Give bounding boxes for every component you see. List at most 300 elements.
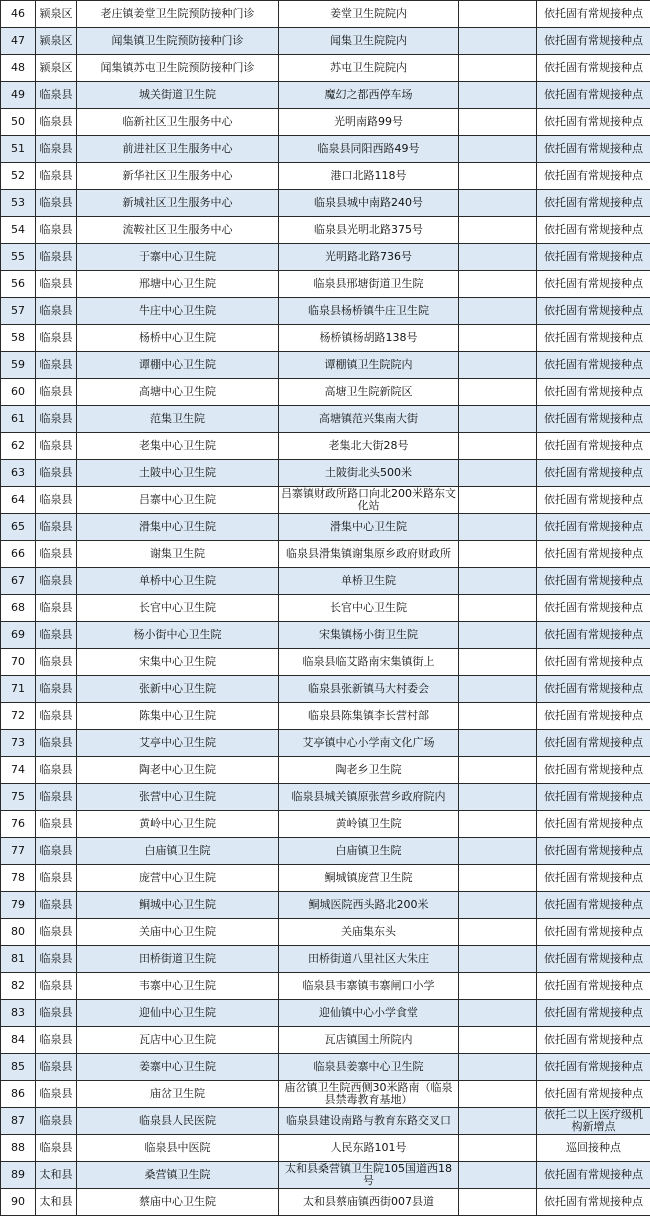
table-row [1,811,650,838]
district-cell: 临泉县 [36,1054,77,1081]
row-number-cell: 70 [1,649,36,676]
site-name-cell: 老庄镇姜堂卫生院预防接种门诊 [77,1,279,28]
district-cell: 临泉县 [36,892,77,919]
site-address-cell: 杨桥镇杨胡路138号 [279,325,459,352]
site-name-cell: 闻集镇苏屯卫生院预防接种门诊 [77,55,279,82]
blank-cell [459,649,537,676]
site-type-cell: 依托固有常规接种点 [537,460,650,487]
site-address-cell: 临泉县同阳西路49号 [279,136,459,163]
table-row [1,838,650,865]
site-name-cell: 临泉县中医院 [77,1135,279,1162]
site-address-cell: 迎仙镇中心小学食堂 [279,1000,459,1027]
district-cell: 临泉县 [36,1027,77,1054]
site-type-cell: 依托固有常规接种点 [537,676,650,703]
site-type-cell: 依托固有常规接种点 [537,973,650,1000]
table-row [1,271,650,298]
site-name-cell: 闻集镇卫生院预防接种门诊 [77,28,279,55]
blank-cell [459,325,537,352]
site-name-cell: 关庙中心卫生院 [77,919,279,946]
district-cell: 临泉县 [36,163,77,190]
row-number-cell: 77 [1,838,36,865]
row-number-cell: 59 [1,352,36,379]
blank-cell [459,55,537,82]
blank-cell [459,1027,537,1054]
site-address-cell: 人民东路101号 [279,1135,459,1162]
district-cell: 临泉县 [36,757,77,784]
table-row [1,541,650,568]
table-row [1,325,650,352]
site-address-cell: 临泉县张新镇马大村委会 [279,676,459,703]
table-row [1,190,650,217]
site-address-cell: 魔幻之都西停车场 [279,82,459,109]
table-row [1,1000,650,1027]
site-address-cell: 临泉县邢塘街道卫生院 [279,271,459,298]
district-cell: 颍泉区 [36,55,77,82]
blank-cell [459,703,537,730]
site-address-cell: 临泉县韦寨镇韦寨闸口小学 [279,973,459,1000]
district-cell: 颍泉区 [36,1,77,28]
table-row [1,784,650,811]
district-cell: 临泉县 [36,730,77,757]
site-name-cell: 前进社区卫生服务中心 [77,136,279,163]
table-row [1,676,650,703]
site-name-cell: 牛庄中心卫生院 [77,298,279,325]
table-row [1,1108,650,1135]
site-name-cell: 白庙镇卫生院 [77,838,279,865]
site-name-cell: 长官中心卫生院 [77,595,279,622]
site-address-cell: 临泉县杨桥镇牛庄卫生院 [279,298,459,325]
district-cell: 太和县 [36,1162,77,1189]
district-cell: 临泉县 [36,595,77,622]
site-type-cell: 依托固有常规接种点 [537,1081,650,1108]
district-cell: 临泉县 [36,244,77,271]
table-row [1,595,650,622]
site-type-cell: 依托固有常规接种点 [537,325,650,352]
site-name-cell: 庙岔卫生院 [77,1081,279,1108]
site-address-cell: 庙岔镇卫生院西侧30米路南（临泉县禁毒教育基地） [279,1081,459,1108]
blank-cell [459,919,537,946]
table-row [1,1189,650,1216]
district-cell: 太和县 [36,1189,77,1216]
site-name-cell: 张营中心卫生院 [77,784,279,811]
site-type-cell: 依托固有常规接种点 [537,811,650,838]
table-row [1,28,650,55]
district-cell: 临泉县 [36,82,77,109]
site-type-cell: 依托固有常规接种点 [537,55,650,82]
district-cell: 临泉县 [36,622,77,649]
site-name-cell: 谭棚中心卫生院 [77,352,279,379]
site-type-cell: 依托固有常规接种点 [537,568,650,595]
table-row [1,1,650,28]
site-name-cell: 范集卫生院 [77,406,279,433]
district-cell: 临泉县 [36,406,77,433]
table-row [1,1081,650,1108]
district-cell: 临泉县 [36,784,77,811]
blank-cell [459,190,537,217]
row-number-cell: 50 [1,109,36,136]
site-type-cell: 依托固有常规接种点 [537,28,650,55]
site-type-cell: 依托固有常规接种点 [537,1027,650,1054]
row-number-cell: 68 [1,595,36,622]
row-number-cell: 81 [1,946,36,973]
blank-cell [459,865,537,892]
district-cell: 临泉县 [36,217,77,244]
site-name-cell: 高塘中心卫生院 [77,379,279,406]
site-address-cell: 苏屯卫生院院内 [279,55,459,82]
table-row [1,1054,650,1081]
site-name-cell: 滑集中心卫生院 [77,514,279,541]
blank-cell [459,298,537,325]
district-cell: 临泉县 [36,190,77,217]
blank-cell [459,568,537,595]
site-name-cell: 杨小街中心卫生院 [77,622,279,649]
site-type-cell: 依托固有常规接种点 [537,838,650,865]
site-address-cell: 光明南路99号 [279,109,459,136]
row-number-cell: 89 [1,1162,36,1189]
site-address-cell: 艾亭镇中心小学南文化广场 [279,730,459,757]
blank-cell [459,757,537,784]
district-cell: 临泉县 [36,514,77,541]
site-type-cell: 依托固有常规接种点 [537,703,650,730]
table-row [1,622,650,649]
table-row [1,919,650,946]
blank-cell [459,892,537,919]
table-row [1,55,650,82]
table-row [1,514,650,541]
row-number-cell: 63 [1,460,36,487]
site-name-cell: 单桥中心卫生院 [77,568,279,595]
site-address-cell: 太和县蔡庙镇西街007县道 [279,1189,459,1216]
site-name-cell: 田桥街道卫生院 [77,946,279,973]
row-number-cell: 73 [1,730,36,757]
row-number-cell: 76 [1,811,36,838]
blank-cell [459,136,537,163]
district-cell: 临泉县 [36,919,77,946]
site-type-cell: 依托固有常规接种点 [537,109,650,136]
row-number-cell: 82 [1,973,36,1000]
row-number-cell: 86 [1,1081,36,1108]
blank-cell [459,1135,537,1162]
site-type-cell: 依托固有常规接种点 [537,352,650,379]
table-row [1,892,650,919]
table-row [1,1162,650,1189]
site-type-cell: 依托固有常规接种点 [537,271,650,298]
district-cell: 临泉县 [36,379,77,406]
site-name-cell: 艾亭中心卫生院 [77,730,279,757]
site-address-cell: 临泉县临艾路南宋集镇街上 [279,649,459,676]
district-cell: 临泉县 [36,460,77,487]
site-address-cell: 老集北大街28号 [279,433,459,460]
blank-cell [459,1,537,28]
site-address-cell: 吕寨镇财政所路口向北200米路东文化站 [279,487,459,514]
site-type-cell: 依托固有常规接种点 [537,1162,650,1189]
blank-cell [459,730,537,757]
row-number-cell: 53 [1,190,36,217]
site-address-cell: 长官中心卫生院 [279,595,459,622]
site-type-cell: 依托固有常规接种点 [537,190,650,217]
blank-cell [459,622,537,649]
site-name-cell: 老集中心卫生院 [77,433,279,460]
row-number-cell: 75 [1,784,36,811]
table-row [1,1027,650,1054]
district-cell: 临泉县 [36,649,77,676]
site-address-cell: 宋集镇杨小街卫生院 [279,622,459,649]
table-row [1,1135,650,1162]
table-row [1,298,650,325]
table-row [1,82,650,109]
site-address-cell: 港口北路118号 [279,163,459,190]
table-row [1,433,650,460]
site-type-cell: 依托固有常规接种点 [537,82,650,109]
row-number-cell: 54 [1,217,36,244]
blank-cell [459,217,537,244]
blank-cell [459,838,537,865]
row-number-cell: 47 [1,28,36,55]
district-cell: 临泉县 [36,271,77,298]
site-name-cell: 流鞍社区卫生服务中心 [77,217,279,244]
blank-cell [459,973,537,1000]
district-cell: 临泉县 [36,946,77,973]
district-cell: 临泉县 [36,568,77,595]
blank-cell [459,784,537,811]
site-type-cell: 依托固有常规接种点 [537,595,650,622]
site-type-cell: 依托固有常规接种点 [537,919,650,946]
site-address-cell: 高塘镇范兴集南大街 [279,406,459,433]
site-address-cell: 临泉县光明北路375号 [279,217,459,244]
table-row [1,109,650,136]
blank-cell [459,244,537,271]
site-type-cell: 依托固有常规接种点 [537,433,650,460]
site-address-cell: 关庙集东头 [279,919,459,946]
site-type-cell: 依托固有常规接种点 [537,1189,650,1216]
table-row [1,379,650,406]
row-number-cell: 67 [1,568,36,595]
row-number-cell: 62 [1,433,36,460]
site-type-cell: 依托固有常规接种点 [537,946,650,973]
blank-cell [459,82,537,109]
blank-cell [459,946,537,973]
site-type-cell: 依托固有常规接种点 [537,757,650,784]
table-row [1,730,650,757]
blank-cell [459,433,537,460]
blank-cell [459,109,537,136]
row-number-cell: 66 [1,541,36,568]
site-name-cell: 陶老中心卫生院 [77,757,279,784]
row-number-cell: 69 [1,622,36,649]
site-name-cell: 鲖城中心卫生院 [77,892,279,919]
site-type-cell: 依托固有常规接种点 [537,865,650,892]
table-row [1,460,650,487]
site-address-cell: 临泉县城中南路240号 [279,190,459,217]
site-type-cell: 依托固有常规接种点 [537,379,650,406]
blank-cell [459,460,537,487]
district-cell: 临泉县 [36,541,77,568]
district-cell: 临泉县 [36,352,77,379]
table-row [1,406,650,433]
site-type-cell: 依托固有常规接种点 [537,298,650,325]
site-name-cell: 新城社区卫生服务中心 [77,190,279,217]
row-number-cell: 84 [1,1027,36,1054]
blank-cell [459,406,537,433]
site-type-cell: 依托固有常规接种点 [537,487,650,514]
blank-cell [459,1162,537,1189]
district-cell: 临泉县 [36,973,77,1000]
blank-cell [459,163,537,190]
site-address-cell: 闻集卫生院院内 [279,28,459,55]
blank-cell [459,541,537,568]
blank-cell [459,1081,537,1108]
table-row [1,244,650,271]
district-cell: 临泉县 [36,298,77,325]
site-name-cell: 吕寨中心卫生院 [77,487,279,514]
site-name-cell: 陈集中心卫生院 [77,703,279,730]
site-name-cell: 临新社区卫生服务中心 [77,109,279,136]
row-number-cell: 88 [1,1135,36,1162]
site-address-cell: 临泉县城关镇原张营乡政府院内 [279,784,459,811]
site-name-cell: 桑营镇卫生院 [77,1162,279,1189]
blank-cell [459,28,537,55]
row-number-cell: 48 [1,55,36,82]
district-cell: 临泉县 [36,676,77,703]
site-name-cell: 谢集卫生院 [77,541,279,568]
site-name-cell: 迎仙中心卫生院 [77,1000,279,1027]
row-number-cell: 87 [1,1108,36,1135]
site-address-cell: 太和县桑营镇卫生院105国道西18号 [279,1162,459,1189]
district-cell: 临泉县 [36,838,77,865]
district-cell: 临泉县 [36,865,77,892]
district-cell: 颍泉区 [36,28,77,55]
row-number-cell: 57 [1,298,36,325]
row-number-cell: 55 [1,244,36,271]
site-name-cell: 临泉县人民医院 [77,1108,279,1135]
district-cell: 临泉县 [36,433,77,460]
site-type-cell: 依托固有常规接种点 [537,622,650,649]
site-type-cell: 巡回接种点 [537,1135,650,1162]
row-number-cell: 80 [1,919,36,946]
blank-cell [459,676,537,703]
blank-cell [459,487,537,514]
site-address-cell: 土陂街北头500米 [279,460,459,487]
site-type-cell: 依托固有常规接种点 [537,244,650,271]
site-address-cell: 瓦店镇国土所院内 [279,1027,459,1054]
row-number-cell: 52 [1,163,36,190]
site-name-cell: 庞营中心卫生院 [77,865,279,892]
site-name-cell: 宋集中心卫生院 [77,649,279,676]
district-cell: 临泉县 [36,1108,77,1135]
table-row [1,649,650,676]
site-address-cell: 滑集中心卫生院 [279,514,459,541]
site-type-cell: 依托固有常规接种点 [537,649,650,676]
row-number-cell: 79 [1,892,36,919]
site-address-cell: 鲖城医院西头路北200米 [279,892,459,919]
site-address-cell: 黄岭镇卫生院 [279,811,459,838]
row-number-cell: 49 [1,82,36,109]
site-type-cell: 依托二以上医疗级机构新增点 [537,1108,650,1135]
site-name-cell: 蔡庙中心卫生院 [77,1189,279,1216]
district-cell: 临泉县 [36,487,77,514]
table-row [1,352,650,379]
site-type-cell: 依托固有常规接种点 [537,1000,650,1027]
row-number-cell: 78 [1,865,36,892]
table-row [1,973,650,1000]
site-address-cell: 临泉县姜寨中心卫生院 [279,1054,459,1081]
site-type-cell: 依托固有常规接种点 [537,136,650,163]
site-address-cell: 临泉县建设南路与教育东路交叉口 [279,1108,459,1135]
site-name-cell: 杨桥中心卫生院 [77,325,279,352]
row-number-cell: 90 [1,1189,36,1216]
row-number-cell: 51 [1,136,36,163]
district-cell: 临泉县 [36,325,77,352]
site-type-cell: 依托固有常规接种点 [537,514,650,541]
district-cell: 临泉县 [36,1000,77,1027]
site-address-cell: 谭棚镇卫生院院内 [279,352,459,379]
district-cell: 临泉县 [36,1081,77,1108]
table-row [1,487,650,514]
site-name-cell: 张新中心卫生院 [77,676,279,703]
table-row [1,217,650,244]
site-address-cell: 田桥街道八里社区大朱庄 [279,946,459,973]
district-cell: 临泉县 [36,109,77,136]
site-name-cell: 于寨中心卫生院 [77,244,279,271]
table-row [1,163,650,190]
table-row [1,703,650,730]
site-type-cell: 依托固有常规接种点 [537,217,650,244]
row-number-cell: 46 [1,1,36,28]
site-name-cell: 城关街道卫生院 [77,82,279,109]
row-number-cell: 65 [1,514,36,541]
row-number-cell: 71 [1,676,36,703]
site-address-cell: 临泉县滑集镇谢集原乡政府财政所 [279,541,459,568]
district-cell: 临泉县 [36,136,77,163]
row-number-cell: 58 [1,325,36,352]
blank-cell [459,1054,537,1081]
row-number-cell: 85 [1,1054,36,1081]
table-row [1,865,650,892]
district-cell: 临泉县 [36,811,77,838]
row-number-cell: 56 [1,271,36,298]
site-type-cell: 依托固有常规接种点 [537,892,650,919]
table-row [1,568,650,595]
blank-cell [459,352,537,379]
site-type-cell: 依托固有常规接种点 [537,541,650,568]
site-name-cell: 邢塘中心卫生院 [77,271,279,298]
site-address-cell: 光明路北路736号 [279,244,459,271]
site-name-cell: 土陂中心卫生院 [77,460,279,487]
blank-cell [459,1000,537,1027]
blank-cell [459,271,537,298]
site-type-cell: 依托固有常规接种点 [537,163,650,190]
table-row [1,136,650,163]
site-address-cell: 白庙镇卫生院 [279,838,459,865]
blank-cell [459,595,537,622]
row-number-cell: 72 [1,703,36,730]
table-body [1,1,650,1216]
table-row [1,946,650,973]
blank-cell [459,514,537,541]
blank-cell [459,811,537,838]
district-cell: 临泉县 [36,1135,77,1162]
site-address-cell: 姜堂卫生院院内 [279,1,459,28]
site-name-cell: 黄岭中心卫生院 [77,811,279,838]
site-type-cell: 依托固有常规接种点 [537,730,650,757]
site-address-cell: 鲖城镇庞营卫生院 [279,865,459,892]
row-number-cell: 74 [1,757,36,784]
row-number-cell: 64 [1,487,36,514]
site-type-cell: 依托固有常规接种点 [537,1054,650,1081]
blank-cell [459,1108,537,1135]
row-number-cell: 61 [1,406,36,433]
site-address-cell: 单桥卫生院 [279,568,459,595]
